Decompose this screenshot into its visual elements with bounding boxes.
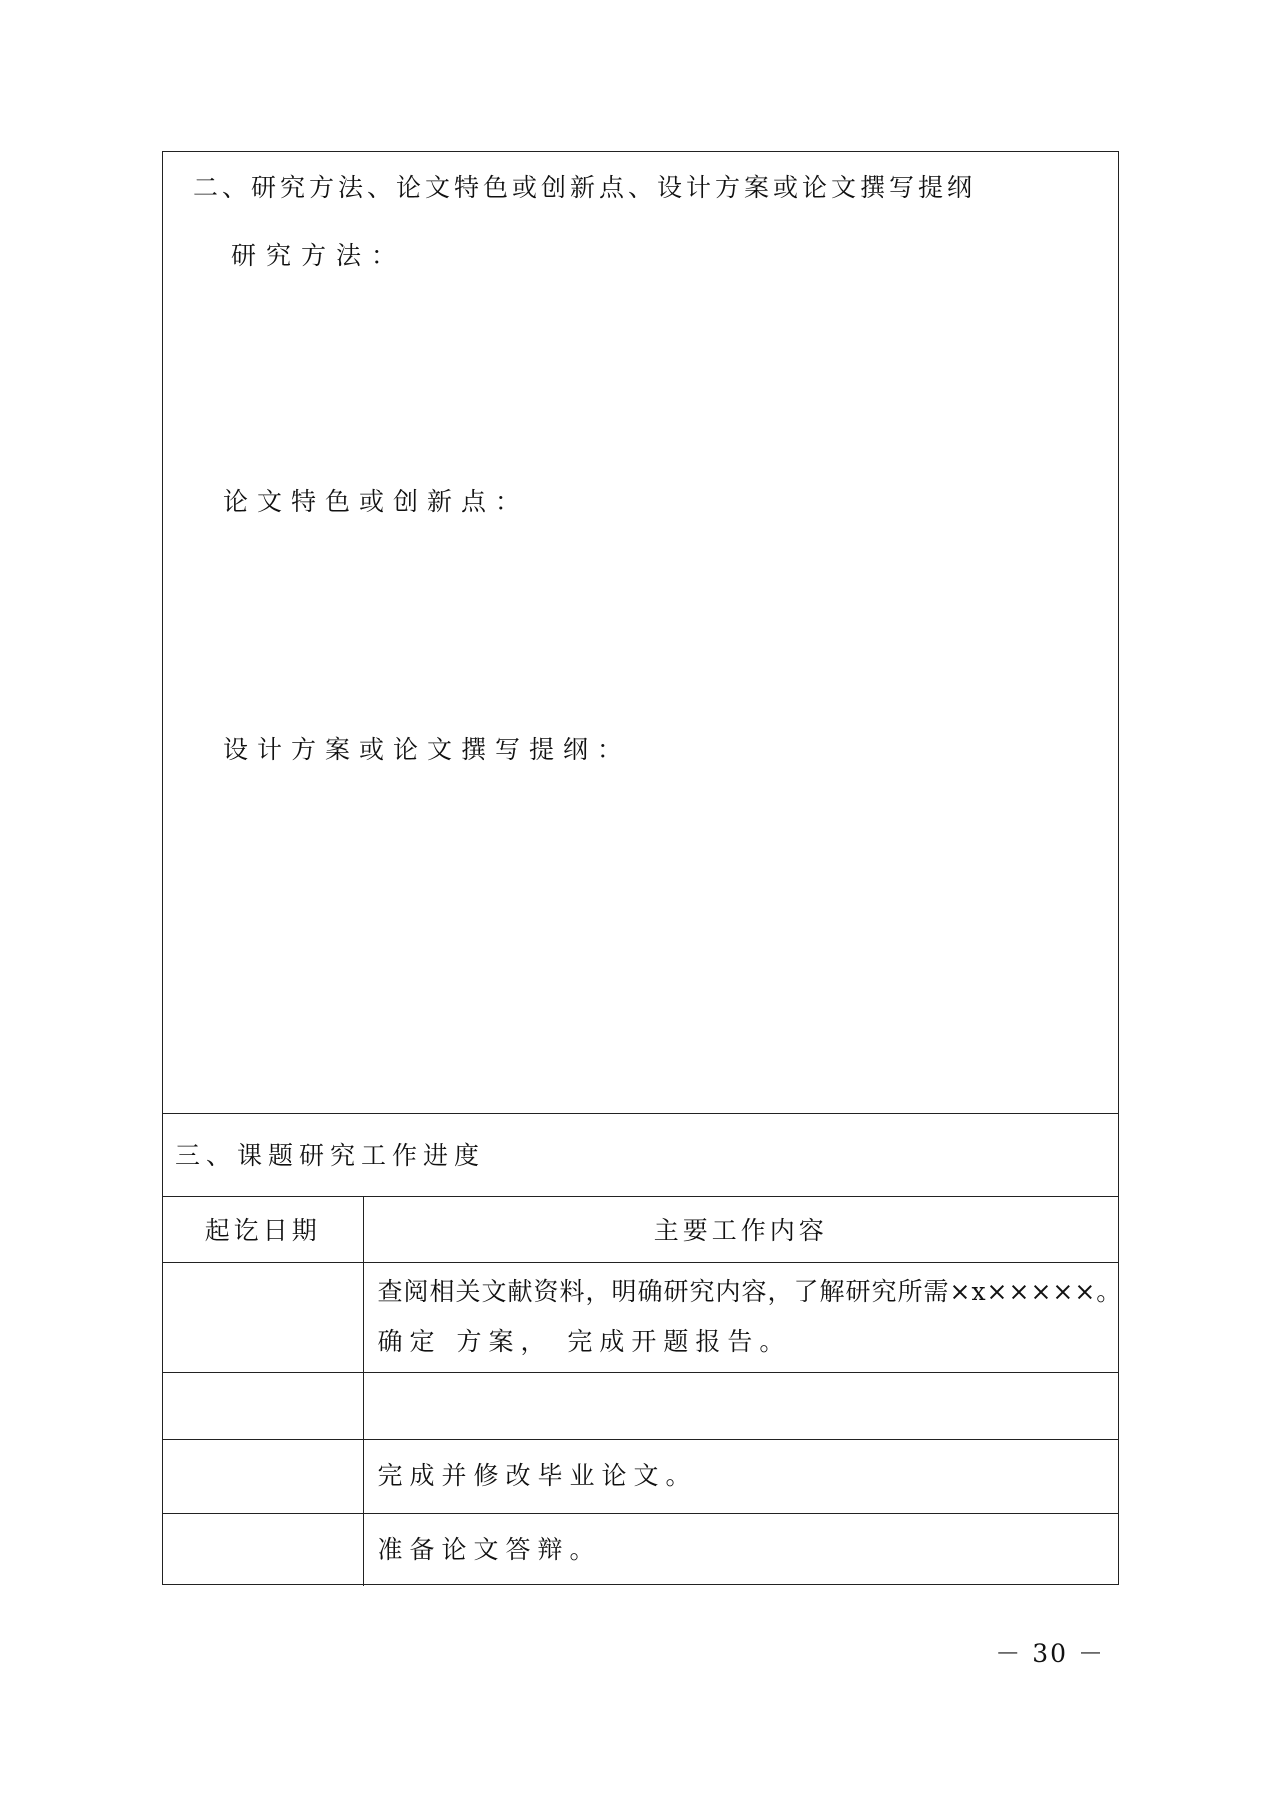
column-header-content: 主要工作内容 (363, 1197, 1118, 1262)
table-row (163, 1513, 1118, 1586)
table-row (163, 1262, 1118, 1372)
design-outline-label: 设计方案或论文撰写提纲： (223, 735, 632, 764)
table-row (163, 1372, 1118, 1439)
progress-table (163, 1197, 1123, 1586)
table-row (163, 1439, 1118, 1513)
date-cell (163, 1513, 363, 1586)
section-work-progress (163, 1114, 1118, 1197)
content-line: 查阅相关文献资料，明确研究内容，了解研究所需×x×××××。 (377, 1277, 1123, 1306)
content-line: 完成并修改毕业论文。 (377, 1461, 698, 1490)
content-cell (363, 1513, 1118, 1586)
thesis-feature-label: 论文特色或创新点： (223, 487, 530, 516)
section2-heading: 二、研究方法、论文特色或创新点、设计方案或论文撰写提纲 (193, 173, 977, 202)
section-research-methods (163, 152, 1118, 1114)
date-cell (163, 1439, 363, 1513)
column-header-date: 起讫日期 (163, 1197, 363, 1262)
content-line: 准备论文答辩。 (377, 1534, 602, 1564)
section3-heading: 三、课题研究工作进度 (175, 1141, 486, 1170)
research-method-label: 研究方法： (231, 241, 407, 270)
report-form (162, 151, 1123, 1585)
content-line: 确定 方案， 完成开题报告。 (377, 1327, 792, 1356)
table-header-row (163, 1197, 1118, 1262)
content-cell (363, 1262, 1123, 1372)
content-cell (363, 1372, 1118, 1439)
date-cell (163, 1262, 363, 1372)
content-cell (363, 1439, 1118, 1513)
page-number: － 30 － (995, 1639, 1105, 1668)
date-cell (163, 1372, 363, 1439)
